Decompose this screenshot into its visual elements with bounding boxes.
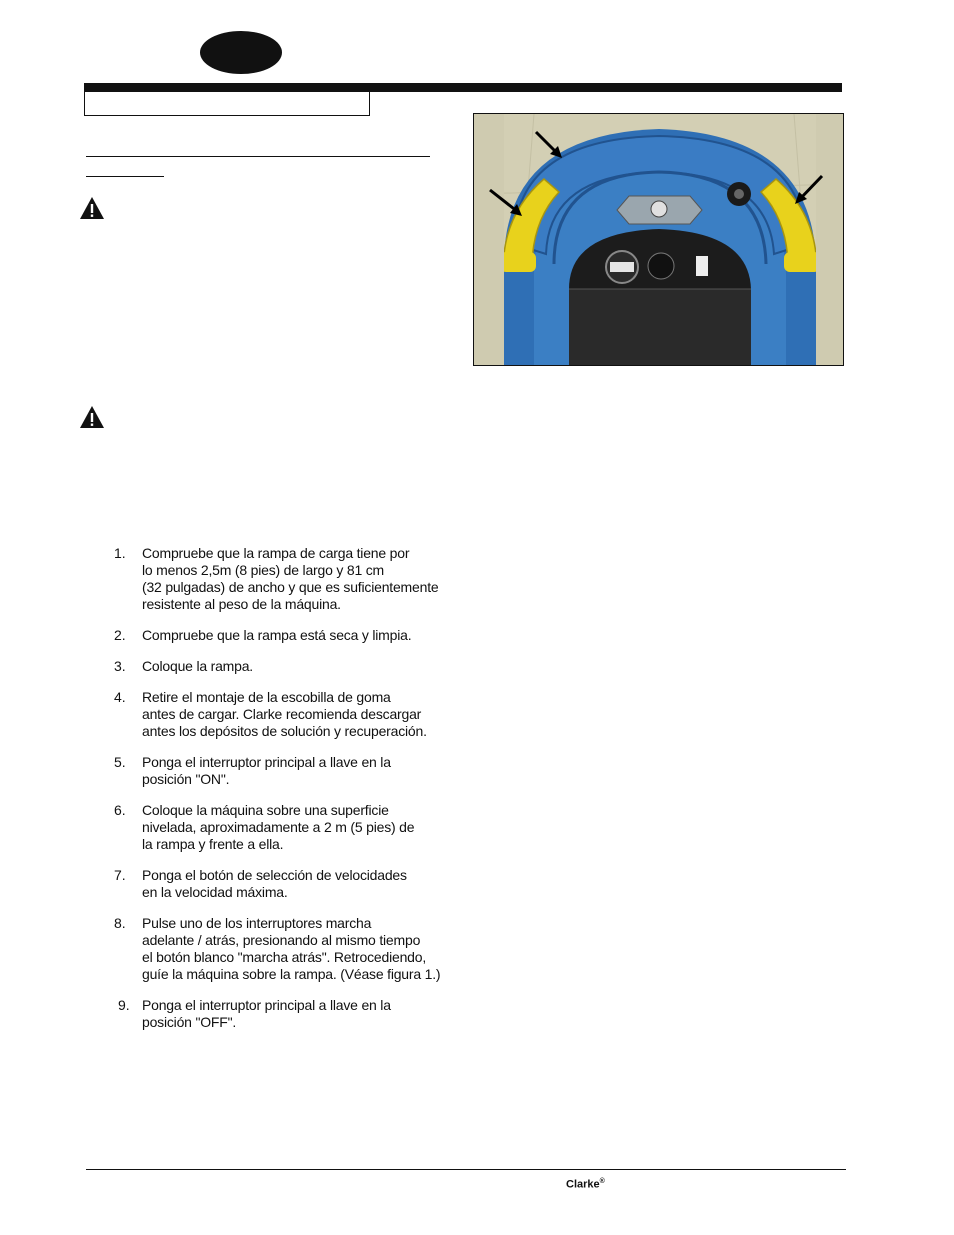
list-item	[110, 997, 490, 1031]
list-item	[110, 754, 490, 788]
step-number: 9.	[118, 997, 130, 1013]
warning-icon	[79, 196, 105, 220]
registered-mark: ®	[599, 1178, 605, 1185]
machine-photo	[473, 113, 844, 366]
step-number: 3.	[114, 658, 126, 674]
loading-steps-list	[110, 545, 490, 1045]
step-number: 4.	[114, 689, 126, 705]
step-text: Compruebe que la rampa de carga tiene por lo menos 2,5m (8 pies) de largo y 81 cm (32 pulgadas) de ancho y que es suficientemente resistente al peso de la máquina.	[142, 545, 439, 612]
step-number: 7.	[114, 867, 126, 883]
step-text: Coloque la máquina sobre una superficie nivelada, aproximadamente a 2 m (5 pies) de la rampa y frente a ella.	[142, 802, 415, 852]
footer-brand	[566, 1178, 605, 1191]
list-item	[110, 802, 490, 853]
step-number: 8.	[114, 915, 126, 931]
section-title-box	[84, 92, 370, 116]
step-text: Pulse uno de los interruptores marcha adelante / atrás, presionando al mismo tiempo el botón blanco "marcha atrás". Retrocediendo, guíe la máquina sobre la rampa. (Véase figura 1.)	[142, 915, 441, 982]
language-tab-oval	[200, 31, 282, 74]
heading-underline	[86, 156, 430, 157]
footer-rule	[86, 1169, 846, 1170]
header-bar	[84, 83, 842, 92]
step-number: 1.	[114, 545, 126, 561]
step-text: Ponga el interruptor principal a llave en la posición "ON".	[142, 754, 391, 787]
step-text: Coloque la rampa.	[142, 658, 253, 674]
list-item	[110, 545, 490, 613]
list-item	[110, 627, 490, 644]
step-text: Retire el montaje de la escobilla de goma antes de cargar. Clarke recomienda descargar antes los depósitos de solución y recuperación.	[142, 689, 427, 739]
step-number: 6.	[114, 802, 126, 818]
step-number: 5.	[114, 754, 126, 770]
warning-icon	[79, 405, 105, 429]
step-text: Compruebe que la rampa está seca y limpia.	[142, 627, 412, 643]
list-item	[110, 867, 490, 901]
heading-underline-short	[86, 176, 164, 177]
step-number: 2.	[114, 627, 126, 643]
list-item	[110, 689, 490, 740]
step-text: Ponga el interruptor principal a llave en la posición "OFF".	[142, 997, 391, 1030]
step-text: Ponga el botón de selección de velocidades en la velocidad máxima.	[142, 867, 407, 900]
brand-name: Clarke	[566, 1178, 600, 1191]
list-item	[110, 658, 490, 675]
list-item	[110, 915, 490, 983]
